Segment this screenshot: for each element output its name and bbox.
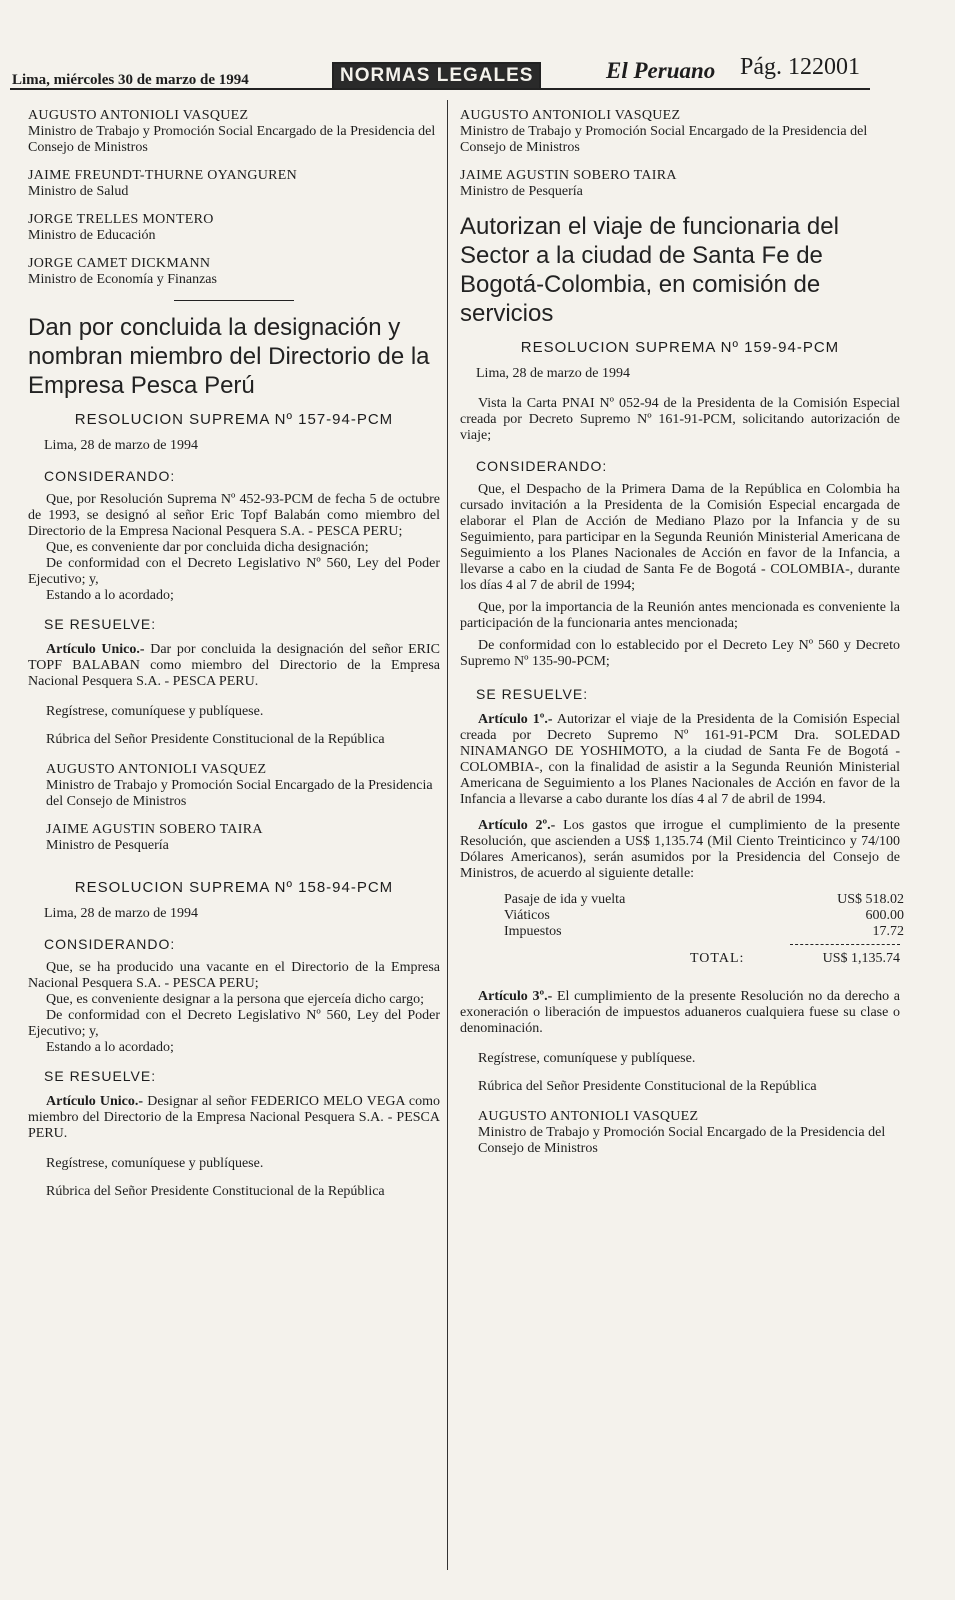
- considerando-heading: CONSIDERANDO:: [476, 458, 608, 474]
- cost-item: Viáticos: [504, 908, 550, 923]
- signatory-name: JAIME AGUSTIN SOBERO TAIRA: [46, 822, 263, 837]
- article-paragraph: [460, 712, 900, 808]
- left-column: [28, 108, 440, 1214]
- article-text: El cumplimiento de la presente Resolución no da derecho a exoneración o liberación de impuestos aduaneros cualquiera fuese su clase o denominación.: [460, 989, 901, 1036]
- article-label: Artículo Unico.-: [46, 642, 145, 657]
- paragraph: Que, por la importancia de la Reunión antes mencionada es conveniente la participación de la funcionaria antes mencionada;: [460, 600, 900, 631]
- table-row: [504, 924, 904, 940]
- paragraph: Que, es conveniente dar por concluida dicha designación;: [46, 540, 369, 555]
- article-label: Artículo 2º.-: [478, 818, 556, 833]
- signature-block: [46, 822, 440, 854]
- article-text: Dar por concluida la designación del señor ERIC TOPF BALABAN como miembro del Directorio de la Empresa Nacional Pesquera S.A. - PESCA PERU.: [28, 642, 440, 689]
- signatory-name: JAIME FREUNDT-THURNE OYANGUREN: [28, 168, 298, 183]
- paragraph: Que, se ha producido una vacante en el Directorio de la Empresa Nacional Pesquera S.A. - PESCA PERU;: [28, 960, 440, 991]
- resolution-number: RESOLUCION SUPREMA Nº 159-94-PCM: [520, 339, 840, 356]
- page-header: [10, 48, 870, 90]
- signatory-role: Ministro de Pesquería: [460, 184, 583, 199]
- signature-block: [28, 212, 440, 244]
- signatory-name: AUGUSTO ANTONIOLI VASQUEZ: [478, 1109, 699, 1124]
- table-row: [504, 908, 904, 924]
- right-column: [460, 108, 904, 1169]
- article-text: Autorizar el viaje de la Presidenta de la Comisión Especial creada por Decreto Supremo Nº 161-91-PCM Dra. SOLEDAD NINAMANGO DE YOSHIMOTO, a la ciudad de Santa Fe de Bogotá - COLOMBIA-, con la finalidad de asistir a la Segunda Reunión Ministerial Americana de Seguimiento a los Planes Nacionales de Acción en favor de la Infancia a llevarse a cabo durante los días 4 al 7 de abril de 1994.: [460, 712, 901, 807]
- cost-item: Impuestos: [504, 924, 562, 939]
- signatory-role: Ministro de Economía y Finanzas: [28, 272, 217, 287]
- resuelve-heading: SE RESUELVE:: [44, 1068, 157, 1084]
- signature-block: [460, 168, 900, 200]
- total-label: TOTAL:: [690, 951, 745, 966]
- signatory-name: JORGE CAMET DICKMANN: [28, 256, 211, 271]
- resuelve-heading: SE RESUELVE:: [476, 686, 589, 702]
- closing-formula: Regístrese, comuníquese y publíquese.: [478, 1051, 696, 1066]
- signature-block: [28, 256, 440, 288]
- article-paragraph: [460, 818, 900, 882]
- issue-date: Lima, miércoles 30 de marzo de 1994: [12, 72, 249, 88]
- vista-paragraph: Vista la Carta PNAI Nº 052-94 de la Presidenta de la Comisión Especial creada por Decreto Supremo Nº 161-91-PCM, solicitando autorización de viaje;: [460, 396, 900, 443]
- signatory-name: JORGE TRELLES MONTERO: [28, 212, 214, 227]
- closing-formula: Regístrese, comuníquese y publíquese.: [46, 704, 264, 719]
- article-label: Artículo 3º.-: [478, 989, 553, 1004]
- cost-amount: US$ 518.02: [837, 892, 904, 907]
- paragraph: De conformidad con lo establecido por el Decreto Ley Nº 560 y Decreto Supremo Nº 135-90-PCM;: [460, 638, 900, 669]
- article-headline: Autorizan el viaje de funcionaria del Sector a la ciudad de Santa Fe de Bogotá-Colombia, en comisión de servicios: [460, 213, 839, 327]
- signatory-role: Ministro de Educación: [28, 228, 156, 243]
- resolution-date: Lima, 28 de marzo de 1994: [44, 906, 198, 921]
- column-divider: [447, 100, 448, 1570]
- article-paragraph: [460, 989, 900, 1037]
- article-headline: Dan por concluida la designación y nombran miembro del Directorio de la Empresa Pesca Perú: [28, 314, 430, 399]
- signatory-role: Ministro de Salud: [28, 184, 129, 199]
- table-row: [504, 892, 904, 908]
- signatory-role: Ministro de Trabajo y Promoción Social Encargado de la Presidencia del Consejo de Ministros: [478, 1125, 886, 1156]
- paragraph: Estando a lo acordado;: [46, 1040, 174, 1055]
- paragraph: De conformidad con el Decreto Legislativo Nº 560, Ley del Poder Ejecutivo; y,: [28, 1008, 440, 1039]
- signatory-role: Ministro de Trabajo y Promoción Social Encargado de la Presidencia del Consejo de Ministros: [28, 124, 436, 155]
- rubrica-line: Rúbrica del Señor Presidente Constitucional de la República: [478, 1079, 817, 1094]
- signatory-name: JAIME AGUSTIN SOBERO TAIRA: [460, 168, 677, 183]
- signatory-name: AUGUSTO ANTONIOLI VASQUEZ: [28, 108, 249, 123]
- total-row: [460, 947, 900, 969]
- rubrica-line: Rúbrica del Señor Presidente Constitucional de la República: [46, 732, 385, 747]
- signatory-name: AUGUSTO ANTONIOLI VASQUEZ: [460, 108, 681, 123]
- signature-block: [46, 762, 440, 810]
- paragraph: Que, por Resolución Suprema Nº 452-93-PCM de fecha 5 de octubre de 1993, se designó al señor Eric Topf Balabán como miembro del Directorio de la Empresa Nacional Pesquera S.A. - PESCA PERU;: [28, 492, 440, 539]
- article-label: Artículo Unico.-: [46, 1094, 144, 1109]
- cost-amount: 17.72: [872, 924, 904, 939]
- signature-block: [460, 108, 900, 156]
- paragraph: De conformidad con el Decreto Legislativo Nº 560, Ley del Poder Ejecutivo; y,: [28, 556, 440, 587]
- cost-amount: 600.00: [865, 908, 904, 923]
- article-paragraph: [28, 642, 440, 690]
- costs-table: [504, 892, 904, 940]
- signatory-role: Ministro de Trabajo y Promoción Social Encargado de la Presidencia del Consejo de Ministros: [460, 124, 868, 155]
- page-number: Pág. 122001: [740, 54, 860, 80]
- resolution-date: Lima, 28 de marzo de 1994: [476, 366, 630, 381]
- total-amount: US$ 1,135.74: [822, 951, 900, 966]
- newspaper-name: El Peruano: [606, 58, 716, 83]
- closing-formula: Regístrese, comuníquese y publíquese.: [46, 1156, 264, 1171]
- signatory-name: AUGUSTO ANTONIOLI VASQUEZ: [46, 762, 267, 777]
- considerando-heading: CONSIDERANDO:: [44, 936, 176, 952]
- resolution-number: RESOLUCION SUPREMA Nº 157-94-PCM: [74, 411, 394, 428]
- signatory-role: Ministro de Pesquería: [46, 838, 169, 853]
- paragraph: Que, el Despacho de la Primera Dama de la República en Colombia ha cursado invitación a la Presidenta de la Comisión Especial encargada de elaborar el Plan de Acción de Mediano Plazo por la Infancia y de su Seguimiento, para participar en la Segunda Reunión Ministerial Americana de Seguimiento a los Planes Nacionales de Acción en favor de la Infancia, a llevarse a cabo en la ciudad de Santa Fe de Bogotá - COLOMBIA-, durante los días 4 al 7 de abril de 1994;: [460, 482, 900, 593]
- paragraph: Que, es conveniente designar a la persona que ejerceía dicho cargo;: [46, 992, 424, 1007]
- signature-block: [478, 1109, 900, 1157]
- signatory-role: Ministro de Trabajo y Promoción Social Encargado de la Presidencia del Consejo de Ministros: [46, 778, 433, 809]
- article-paragraph: [28, 1094, 440, 1142]
- total-rule: [790, 944, 900, 945]
- resolution-number: RESOLUCION SUPREMA Nº 158-94-PCM: [74, 879, 394, 896]
- cost-item: Pasaje de ida y vuelta: [504, 892, 626, 907]
- section-title: NORMAS LEGALES: [332, 62, 541, 90]
- considerando-heading: CONSIDERANDO:: [44, 468, 176, 484]
- resolution-date: Lima, 28 de marzo de 1994: [44, 438, 198, 453]
- section-rule: [174, 300, 294, 301]
- article-label: Artículo 1º.-: [478, 712, 553, 727]
- rubrica-line: Rúbrica del Señor Presidente Constitucional de la República: [46, 1184, 385, 1199]
- article-text: Designar al señor FEDERICO MELO VEGA como miembro del Directorio de la Empresa Nacional Pesquera S.A. - PESCA PERU.: [28, 1094, 441, 1141]
- resuelve-heading: SE RESUELVE:: [44, 616, 157, 632]
- article-text: Los gastos que irrogue el cumplimiento de la presente Resolución, que ascienden a US$ 1,135.74 (Mil Ciento Treinticinco y 74/100 Dólares Americanos), serán asumidos por la Presidencia del Consejo de Ministros, de acuerdo al siguiente detalle:: [460, 818, 900, 881]
- signature-block: [28, 168, 440, 200]
- paragraph: Estando a lo acordado;: [46, 588, 174, 603]
- signature-block: [28, 108, 440, 156]
